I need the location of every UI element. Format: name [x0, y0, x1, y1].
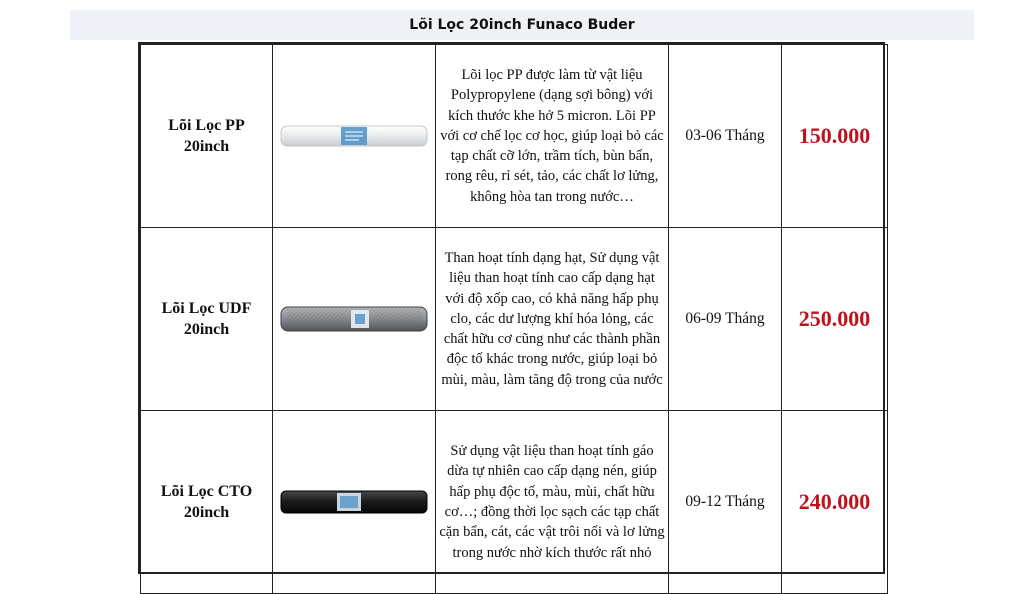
product-image-cell: [273, 45, 436, 228]
udf-cartridge-icon: [279, 302, 429, 336]
product-price-cell: [782, 411, 888, 594]
product-table: [138, 42, 885, 574]
product-description: Sử dụng vật liệu than hoạt tính gáo dừa tự nhiên cao cấp dạng nén, giúp hấp phụ độc tố, màu, mùi, chất hữu cơ…; đồng thời lọc sạch các tạp chất cặn bẩn, cát, các vật trôi nổi và lơ lửng trong nước nhờ kích thước rất nhỏ: [439, 443, 665, 561]
product-name: Lõi Lọc PP 20inch: [168, 117, 245, 155]
product-name-cell: [141, 411, 273, 594]
table-row: [141, 228, 888, 411]
product-description: Than hoạt tính dạng hạt, Sử dụng vật liệu than hoạt tính cao cấp dạng hạt với độ xốp cao, có khả năng hấp phụ clo, các dư lượng khí hóa lỏng, các chất hữu cơ cũng như các thành phần độc tố khác trong nước, giúp loại bỏ mùi, màu, làm tăng độ trong của nước: [441, 249, 663, 388]
product-price: 150.000: [798, 123, 871, 148]
product-description: Lõi lọc PP được làm từ vật liệu Polypropylene (dạng sợi bông) với kích thước khe hở 5 micron. Lõi PP với cơ chế lọc cơ học, giúp loại bỏ các tạp chất cỡ lớn, trầm tích, bùn bẩn, rong rêu, rỉ sét, tảo, các chất lơ lửng, không hòa tan trong nước…: [440, 66, 664, 205]
product-name: Lõi Lọc CTO 20inch: [160, 483, 253, 521]
product-name-cell: [141, 228, 273, 411]
product-lifespan-cell: [669, 228, 782, 411]
product-price: 250.000: [798, 306, 871, 331]
product-description-cell: [436, 45, 669, 228]
product-name-cell: [141, 45, 273, 228]
product-price: 240.000: [798, 489, 871, 514]
product-lifespan: 06-09 Tháng: [685, 310, 765, 327]
product-name: Lõi Lọc UDF 20inch: [161, 300, 252, 338]
cto-cartridge-icon: [279, 486, 429, 518]
product-description-cell: [436, 228, 669, 411]
product-lifespan: 09-12 Tháng: [685, 493, 765, 510]
product-description-cell: [436, 411, 669, 594]
table-row: [141, 411, 888, 594]
pp-cartridge-icon: [279, 121, 429, 151]
product-lifespan-cell: [669, 45, 782, 228]
product-image-cell: [273, 411, 436, 594]
product-image-cell: [273, 228, 436, 411]
product-price-cell: [782, 228, 888, 411]
table-row: [141, 45, 888, 228]
product-lifespan-cell: [669, 411, 782, 594]
product-price-cell: [782, 45, 888, 228]
page-title: Lõi Lọc 20inch Funaco Buder: [70, 10, 974, 40]
product-lifespan: 03-06 Tháng: [685, 127, 765, 144]
